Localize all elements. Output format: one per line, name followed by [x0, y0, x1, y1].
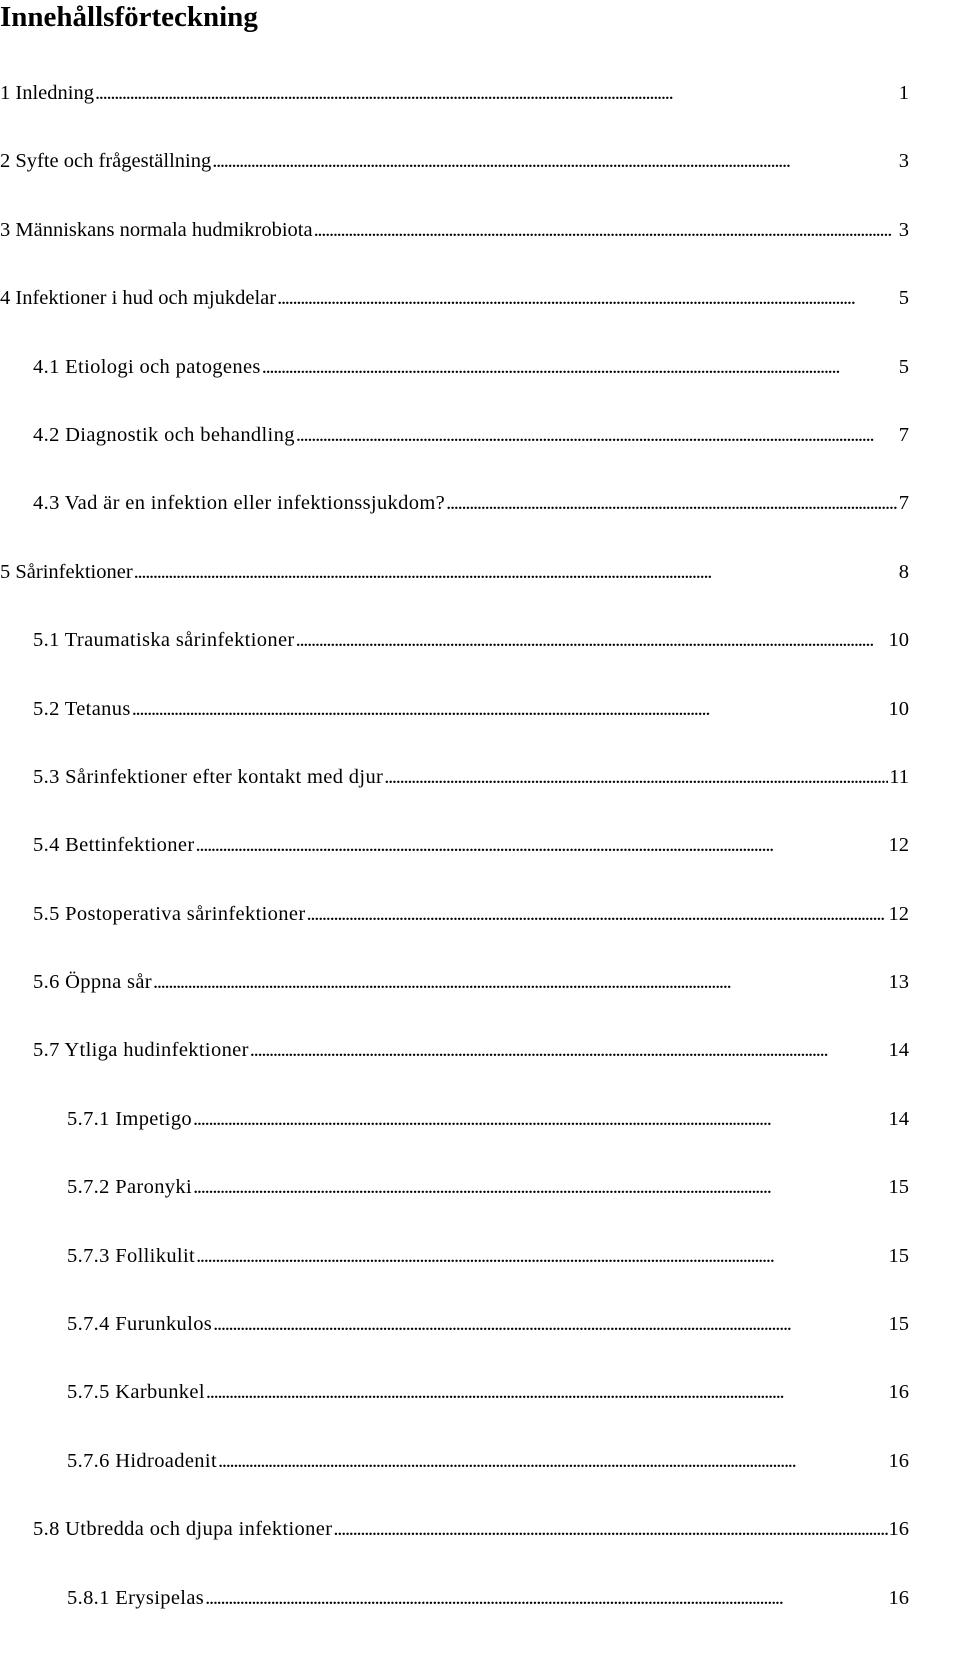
toc-entry-page-number: 16 — [888, 1586, 909, 1609]
toc-entry-label: 1 Inledning — [0, 82, 94, 104]
toc-entry[interactable] — [0, 1581, 960, 1649]
toc-entry-page-number: 1 — [898, 82, 909, 104]
toc-entry-page-number: 14 — [888, 1107, 909, 1130]
toc-entry[interactable] — [0, 1102, 960, 1170]
toc-entry-page-number: 14 — [888, 1039, 909, 1062]
toc-entry-label: 5.8 Utbredda och djupa infektioner — [33, 1518, 333, 1541]
toc-dot-leader — [296, 623, 888, 657]
toc-dot-leader — [384, 760, 888, 794]
toc-entry-page-number: 8 — [898, 560, 909, 583]
toc-dot-leader — [446, 486, 898, 520]
toc-entry[interactable] — [0, 281, 960, 349]
toc-dot-leader — [262, 350, 898, 384]
toc-entry-label: 5.5 Postoperativa sårinfektioner — [33, 902, 306, 925]
toc-entry-page-number: 7 — [898, 492, 909, 515]
toc-dot-leader — [213, 1307, 887, 1341]
toc-entry[interactable] — [0, 1444, 960, 1512]
toc-dot-leader — [206, 1375, 888, 1409]
toc-entry-label: 5.7.4 Furunkulos — [67, 1313, 213, 1336]
toc-entry-label: 5.7.2 Paronyki — [67, 1176, 193, 1199]
toc-entry[interactable] — [0, 623, 960, 691]
toc-entry[interactable] — [0, 828, 960, 896]
toc-entry[interactable] — [0, 1170, 960, 1238]
toc-dot-leader — [218, 1444, 888, 1478]
toc-entry[interactable] — [0, 213, 960, 281]
toc-entry-page-number: 12 — [888, 902, 909, 925]
toc-entry[interactable] — [0, 350, 960, 418]
toc-entry-label: 5.7.3 Follikulit — [67, 1244, 196, 1267]
toc-entry-page-number: 7 — [898, 423, 909, 446]
toc-entry-page-number: 15 — [888, 1244, 909, 1267]
toc-dot-leader — [193, 1102, 887, 1136]
toc-entry-label: 5.6 Öppna sår — [33, 971, 152, 994]
toc-dot-leader — [196, 1239, 887, 1273]
toc-dot-leader — [250, 1033, 888, 1067]
toc-entry-label: 5 Sårinfektioner — [0, 560, 133, 583]
toc-entry-page-number: 10 — [888, 629, 909, 652]
toc-dot-leader — [95, 76, 898, 110]
toc-entry-label: 5.7.1 Impetigo — [67, 1107, 193, 1130]
toc-dot-leader — [296, 418, 898, 452]
toc-entry[interactable] — [0, 76, 960, 144]
toc-entry-label: 4.3 Vad är en infektion eller infektionssjukdom? — [33, 492, 446, 515]
toc-entry[interactable] — [0, 486, 960, 554]
toc-entry[interactable] — [0, 760, 960, 828]
toc-entry[interactable] — [0, 418, 960, 486]
toc-dot-leader — [314, 213, 898, 247]
toc-entry-label: 5.7.6 Hidroadenit — [67, 1449, 217, 1472]
toc-entry-label: 4.2 Diagnostik och behandling — [33, 423, 295, 446]
toc-entry-page-number: 3 — [898, 218, 909, 241]
toc-entry[interactable] — [0, 1307, 960, 1375]
toc-entry-label: 3 Människans normala hudmikrobiota — [0, 218, 313, 241]
toc-entry[interactable] — [0, 1239, 960, 1307]
toc-entry[interactable] — [0, 692, 960, 760]
toc-entry-label: 5.1 Traumatiska sårinfektioner — [33, 629, 295, 652]
toc-entry-label: 5.8.1 Erysipelas — [67, 1586, 205, 1609]
toc-entry[interactable] — [0, 1033, 960, 1101]
toc-entry-label: 5.4 Bettinfektioner — [33, 834, 195, 857]
toc-entry[interactable] — [0, 144, 960, 212]
toc-entry[interactable] — [0, 1512, 960, 1580]
toc-entry[interactable] — [0, 897, 960, 965]
toc-entry-page-number: 15 — [888, 1313, 909, 1336]
toc-entry[interactable] — [0, 965, 960, 1033]
toc-entry-label: 2 Syfte och frågeställning — [0, 150, 212, 173]
toc-list — [0, 76, 960, 1649]
toc-dot-leader — [132, 692, 888, 726]
toc-entry-label: 5.7 Ytliga hudinfektioner — [33, 1039, 249, 1062]
toc-entry-page-number: 5 — [898, 287, 909, 310]
toc-dot-leader — [193, 1170, 887, 1204]
toc-entry-label: 5.3 Sårinfektioner efter kontakt med djur — [33, 765, 384, 788]
toc-entry[interactable] — [0, 555, 960, 623]
toc-entry-label: 4 Infektioner i hud och mjukdelar — [0, 287, 277, 310]
toc-entry-label: 4.1 Etiologi och patogenes — [33, 355, 261, 378]
toc-dot-leader — [205, 1581, 887, 1615]
toc-entry[interactable] — [0, 1375, 960, 1443]
toc-entry-page-number: 16 — [888, 1449, 909, 1472]
toc-entry-page-number: 16 — [888, 1518, 909, 1541]
toc-entry-label: 5.7.5 Karbunkel — [67, 1381, 205, 1404]
toc-entry-page-number: 5 — [898, 355, 909, 378]
toc-dot-leader — [307, 897, 888, 931]
toc-dot-leader — [333, 1512, 887, 1546]
toc-dot-leader — [134, 555, 898, 589]
toc-dot-leader — [196, 828, 888, 862]
toc-entry-page-number: 13 — [888, 971, 909, 994]
toc-entry-page-number: 12 — [888, 834, 909, 857]
toc-dot-leader — [212, 144, 898, 178]
toc-dot-leader — [277, 281, 898, 315]
toc-dot-leader — [153, 965, 888, 999]
toc-entry-page-number: 15 — [888, 1176, 909, 1199]
toc-entry-page-number: 10 — [888, 697, 909, 720]
toc-entry-page-number: 16 — [888, 1381, 909, 1404]
toc-title: Innehållsförteckning — [0, 1, 258, 33]
toc-entry-label: 5.2 Tetanus — [33, 697, 131, 720]
toc-entry-page-number: 3 — [898, 150, 909, 173]
toc-entry-page-number: 11 — [889, 765, 909, 788]
